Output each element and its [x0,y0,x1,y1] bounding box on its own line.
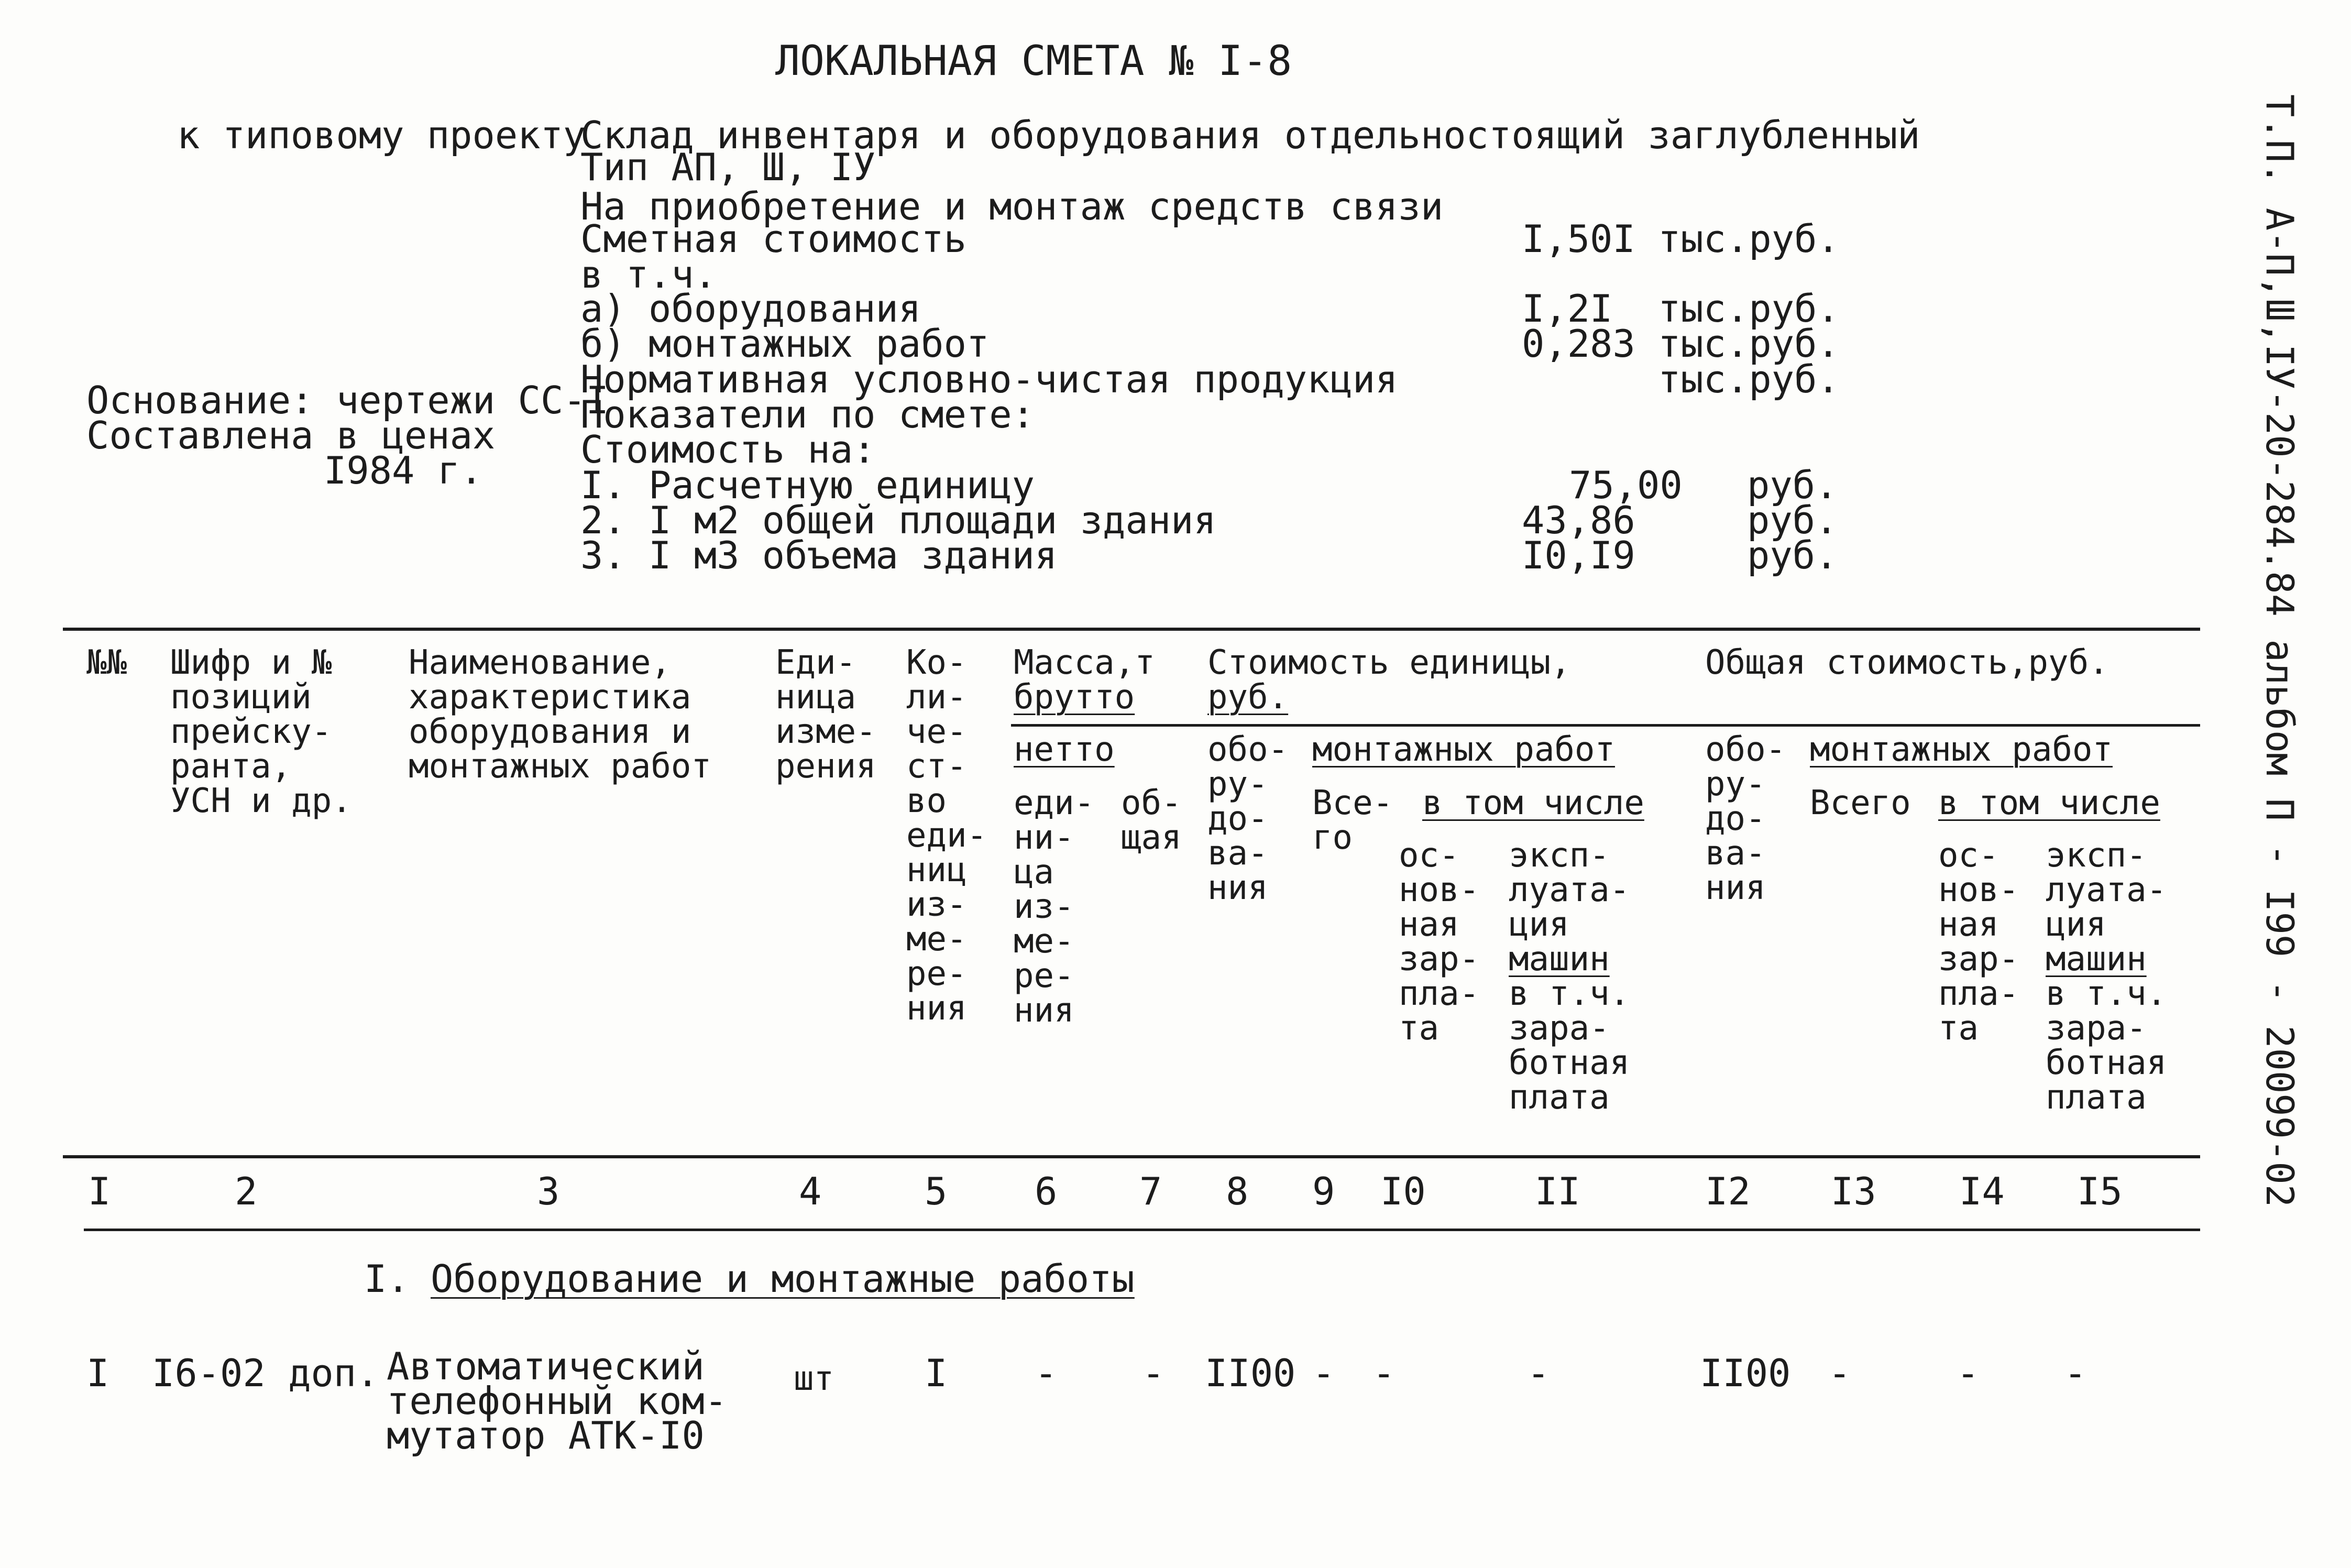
cost-row-value: I,50I [1522,217,1635,261]
header-basepay-unit: ос- нов- ная зар- пла- та [1399,836,1480,1048]
cost-row-value: I,2I [1522,287,1613,331]
header-expl-unit: эксп- луата- ция [1509,836,1630,944]
row-expl-unit: - [1527,1351,1550,1395]
header-qty: Ко- ли- че- ст- во еди- ниц из- ме- ре- ния [906,643,987,1028]
cost-row-unit: тыс.руб. [1658,357,1840,401]
header-netto: нетто [1014,730,1115,769]
cost-row-value: 0,283 [1522,322,1635,366]
column-number: 8 [1226,1169,1249,1213]
header-wage-total: в т.ч. зара- ботная плата [2046,974,2167,1117]
header-machines-total: машин [2046,940,2147,979]
header-mont-unit: монтажных работ [1312,730,1615,769]
year-text: I984 г. [324,448,483,492]
cost-row-label: Показатели по смете: [580,392,1035,436]
row-qty: I [925,1351,948,1395]
cost-row-label: I. Расчетную единицу [580,463,1035,507]
column-number: 9 [1312,1169,1335,1213]
cost-row-unit: тыс.руб. [1658,287,1840,331]
row-unit: шт [794,1359,834,1398]
header-equip-unit: обо- ру- до- ва- ния [1207,730,1289,907]
column-number: I4 [1959,1169,2005,1213]
cost-row-label: б) монтажных работ [580,322,990,366]
cost-row-label: 2. I м2 общей площади здания [580,498,1216,542]
row-mont-total: - [1828,1351,1851,1395]
cost-row-value: 75,00 [1569,463,1683,507]
row-equip-unit: II00 [1205,1351,1296,1395]
row-basepay-unit: - [1372,1351,1396,1395]
header-equip-total: обо- ру- до- ва- ния [1705,730,1786,907]
header-mont-total: монтажных работ [1810,730,2113,769]
header-brutto: брутто [1014,678,1135,717]
col-numbers-rule [84,1229,2200,1231]
cost-row-label: Нормативная условно-чистая продукция [580,357,1398,401]
row-equip-total: II00 [1700,1351,1791,1395]
row-code: I6-02 доп. [152,1351,379,1395]
header-vsego-unit: Все- го [1312,784,1393,857]
header-code: Шифр и № позиций прейску- ранта, УСН и др. [170,643,352,820]
row-mass-unit: - [1035,1351,1058,1395]
header-mass: Масса,т [1014,643,1155,682]
row-mass-total: - [1142,1351,1165,1395]
cost-row-value: 43,86 [1522,498,1635,542]
header-bottom-rule [63,1155,2200,1158]
header-name: Наименование, характеристика оборудования и монтажных работ [409,643,711,786]
header-expl-total: эксп- луата- ция [2046,836,2167,944]
basis-text: Основание: чертежи СС-I [86,378,609,422]
cost-row-label: Стоимость на: [580,427,876,472]
header-unit-cost: Стоимость единицы, [1207,643,1571,682]
header-num: №№ [86,643,127,682]
cost-row-unit: руб. [1747,498,1838,542]
section-number: I. [364,1257,410,1301]
row-num: I [86,1351,109,1395]
project-line: На приобретение и монтаж средств связи [580,184,1444,228]
header-incl-total: в том числе [1938,784,2160,823]
header-machines-unit: машин [1509,940,1610,979]
column-number: 6 [1035,1169,1058,1213]
table-top-rule [63,628,2200,631]
column-number: 3 [537,1169,560,1213]
header-total-cost: Общая стоимость,руб. [1705,643,2109,682]
column-number: 7 [1139,1169,1162,1213]
row-mont-unit: - [1312,1351,1335,1395]
row-basepay-total: - [1957,1351,1980,1395]
header-vsego-total: Всего [1810,784,1911,823]
header-unit: Еди- ница изме- рения [775,643,876,786]
column-number: I [88,1169,111,1213]
cost-row-unit: тыс.руб. [1658,217,1840,261]
cost-row-label: 3. I м3 объема здания [580,533,1058,577]
project-line: Склад инвентаря и оборудования отдельностоящий заглубленный [580,113,1920,157]
side-stamp: Т.П. А-П,Ш,IУ-20-284.84 альбом П - I99 - 20099-02 [2258,94,2302,1208]
column-number: I5 [2077,1169,2123,1213]
document-title: ЛОКАЛЬНАЯ СМЕТА № I-8 [775,38,1292,85]
compiled-text: Составлена в ценах [86,413,496,457]
project-line: Тип АП, Ш, IУ [580,145,876,189]
cost-row-unit: руб. [1747,533,1838,577]
header-wage-unit: в т.ч. зара- ботная плата [1509,974,1630,1117]
row-name: Автоматический телефонный ком- мутатор АТК-I0 [387,1344,728,1457]
header-mass-total: об- щая [1121,784,1182,857]
row-expl-total: - [2064,1351,2087,1395]
cost-row-label: в т.ч. [580,253,717,297]
header-basepay-total: ос- нов- ная зар- пла- та [1938,836,2019,1048]
header-unit-cost-rub: руб. [1207,678,1289,717]
column-number: II [1535,1169,1580,1213]
section-title: Оборудование и монтажные работы [431,1257,1135,1301]
header-mass-unit: еди- ни- ца из- ме- ре- ния [1014,784,1095,1030]
column-number: 2 [235,1169,258,1213]
column-number: I2 [1705,1169,1751,1213]
cost-row-label: а) оборудования [580,287,921,331]
column-number: 4 [799,1169,822,1213]
cost-row-value: I0,I9 [1522,533,1635,577]
cost-row-unit: тыс.руб. [1658,322,1840,366]
header-incl-unit: в том числе [1422,784,1644,823]
header-rule [1011,724,2200,727]
cost-row-label: Сметная стоимость [580,217,966,261]
column-number: 5 [925,1169,948,1213]
cost-row-unit: руб. [1747,463,1838,507]
project-label: к типовому проекту [177,113,586,157]
column-number: I0 [1380,1169,1426,1213]
column-number: I3 [1831,1169,1876,1213]
